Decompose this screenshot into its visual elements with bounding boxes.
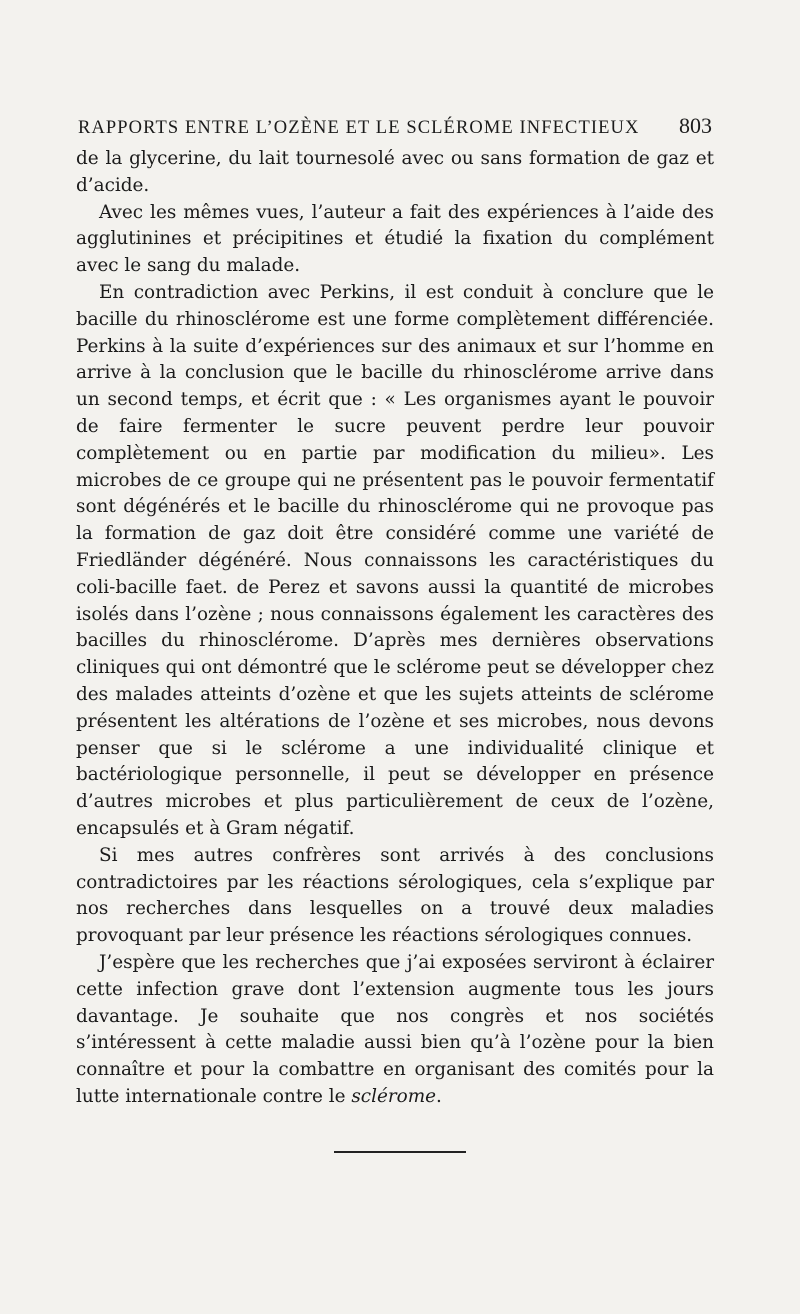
paragraph-3: En contradiction avec Perkins, il est conduit à conclure que le bacille du rhinosclérome est une forme complètement différenciée. Perkins à la suite d’expériences sur des animaux et sur l’homme en arrive à la conclusion que le bacille du rhinosclérome arrive dans un second temps, et écrit que : « Les organismes ayant le pouvoir de faire fermenter le sucre peuvent perdre leur pouvoir complètement ou en partie par modification du milieu». Les microbes de ce groupe qui ne présentent pas le pouvoir fermentatif sont dégénérés et le bacille du rhinosclérome qui ne provoque pas la formation de gaz doit être considéré comme une variété de Friedländer dégénéré. Nous connaissons les caractéristiques du coli-bacille faet. de Perez et savons aussi la quantité de microbes isolés dans l’ozène ; nous connaissons également les caractères des bacilles du rhinosclérome. D’après mes dernières observations cliniques qui ont démontré que le sclérome peut se développer chez des malades atteints d’ozène et que les sujets atteints de sclérome présentent les altérations de l’ozène et ses microbes, nous devons penser que si le sclérome a une individualité clinique et bactériologique personnelle, il peut se développer en présence d’autres microbes et plus particulièrement de ceux de l’ozène, encapsulés et à Gram négatif. — [76, 281, 714, 839]
paragraph-5-emphasis: sclérome — [351, 1085, 437, 1107]
paragraph-5 — [76, 950, 714, 1111]
paragraph-1: de la glycerine, du lait tournesolé avec ou sans formation de gaz et d’acide. — [76, 148, 714, 196]
page-number: 803 — [679, 113, 712, 138]
end-rule — [334, 1151, 466, 1153]
paragraph-5-text: J’espère que les recherches que j’ai exposées serviront à éclairer cette infection grave dont l’extension augmente tous les jours davantage. Je souhaite que nos congrès et nos sociétés s’intéressent à cette maladie aussi bien qu’à l’ozène pour la bien connaître et pour la combattre en organisant des comités pour la lutte internationale contre le — [76, 951, 714, 1107]
running-title: RAPPORTS ENTRE L’OZÈNE ET LE SCLÉROME INFECTIEUX — [78, 118, 640, 138]
paragraph-2: Avec les mêmes vues, l’auteur a fait des expériences à l’aide des agglutinines et précipitines et étudié la fixation du complément avec le sang du malade. — [76, 201, 714, 277]
paragraph-4: Si mes autres confrères sont arrivés à des conclusions contradictoires par les réactions sérologiques, cela s’explique par nos recherches dans lesquelles on a trouvé deux maladies provoquant par leur présence les réactions sérologiques connues. — [76, 844, 714, 947]
paragraph-5-end: . — [436, 1085, 442, 1107]
body-text — [76, 146, 714, 1111]
running-head — [78, 113, 712, 139]
